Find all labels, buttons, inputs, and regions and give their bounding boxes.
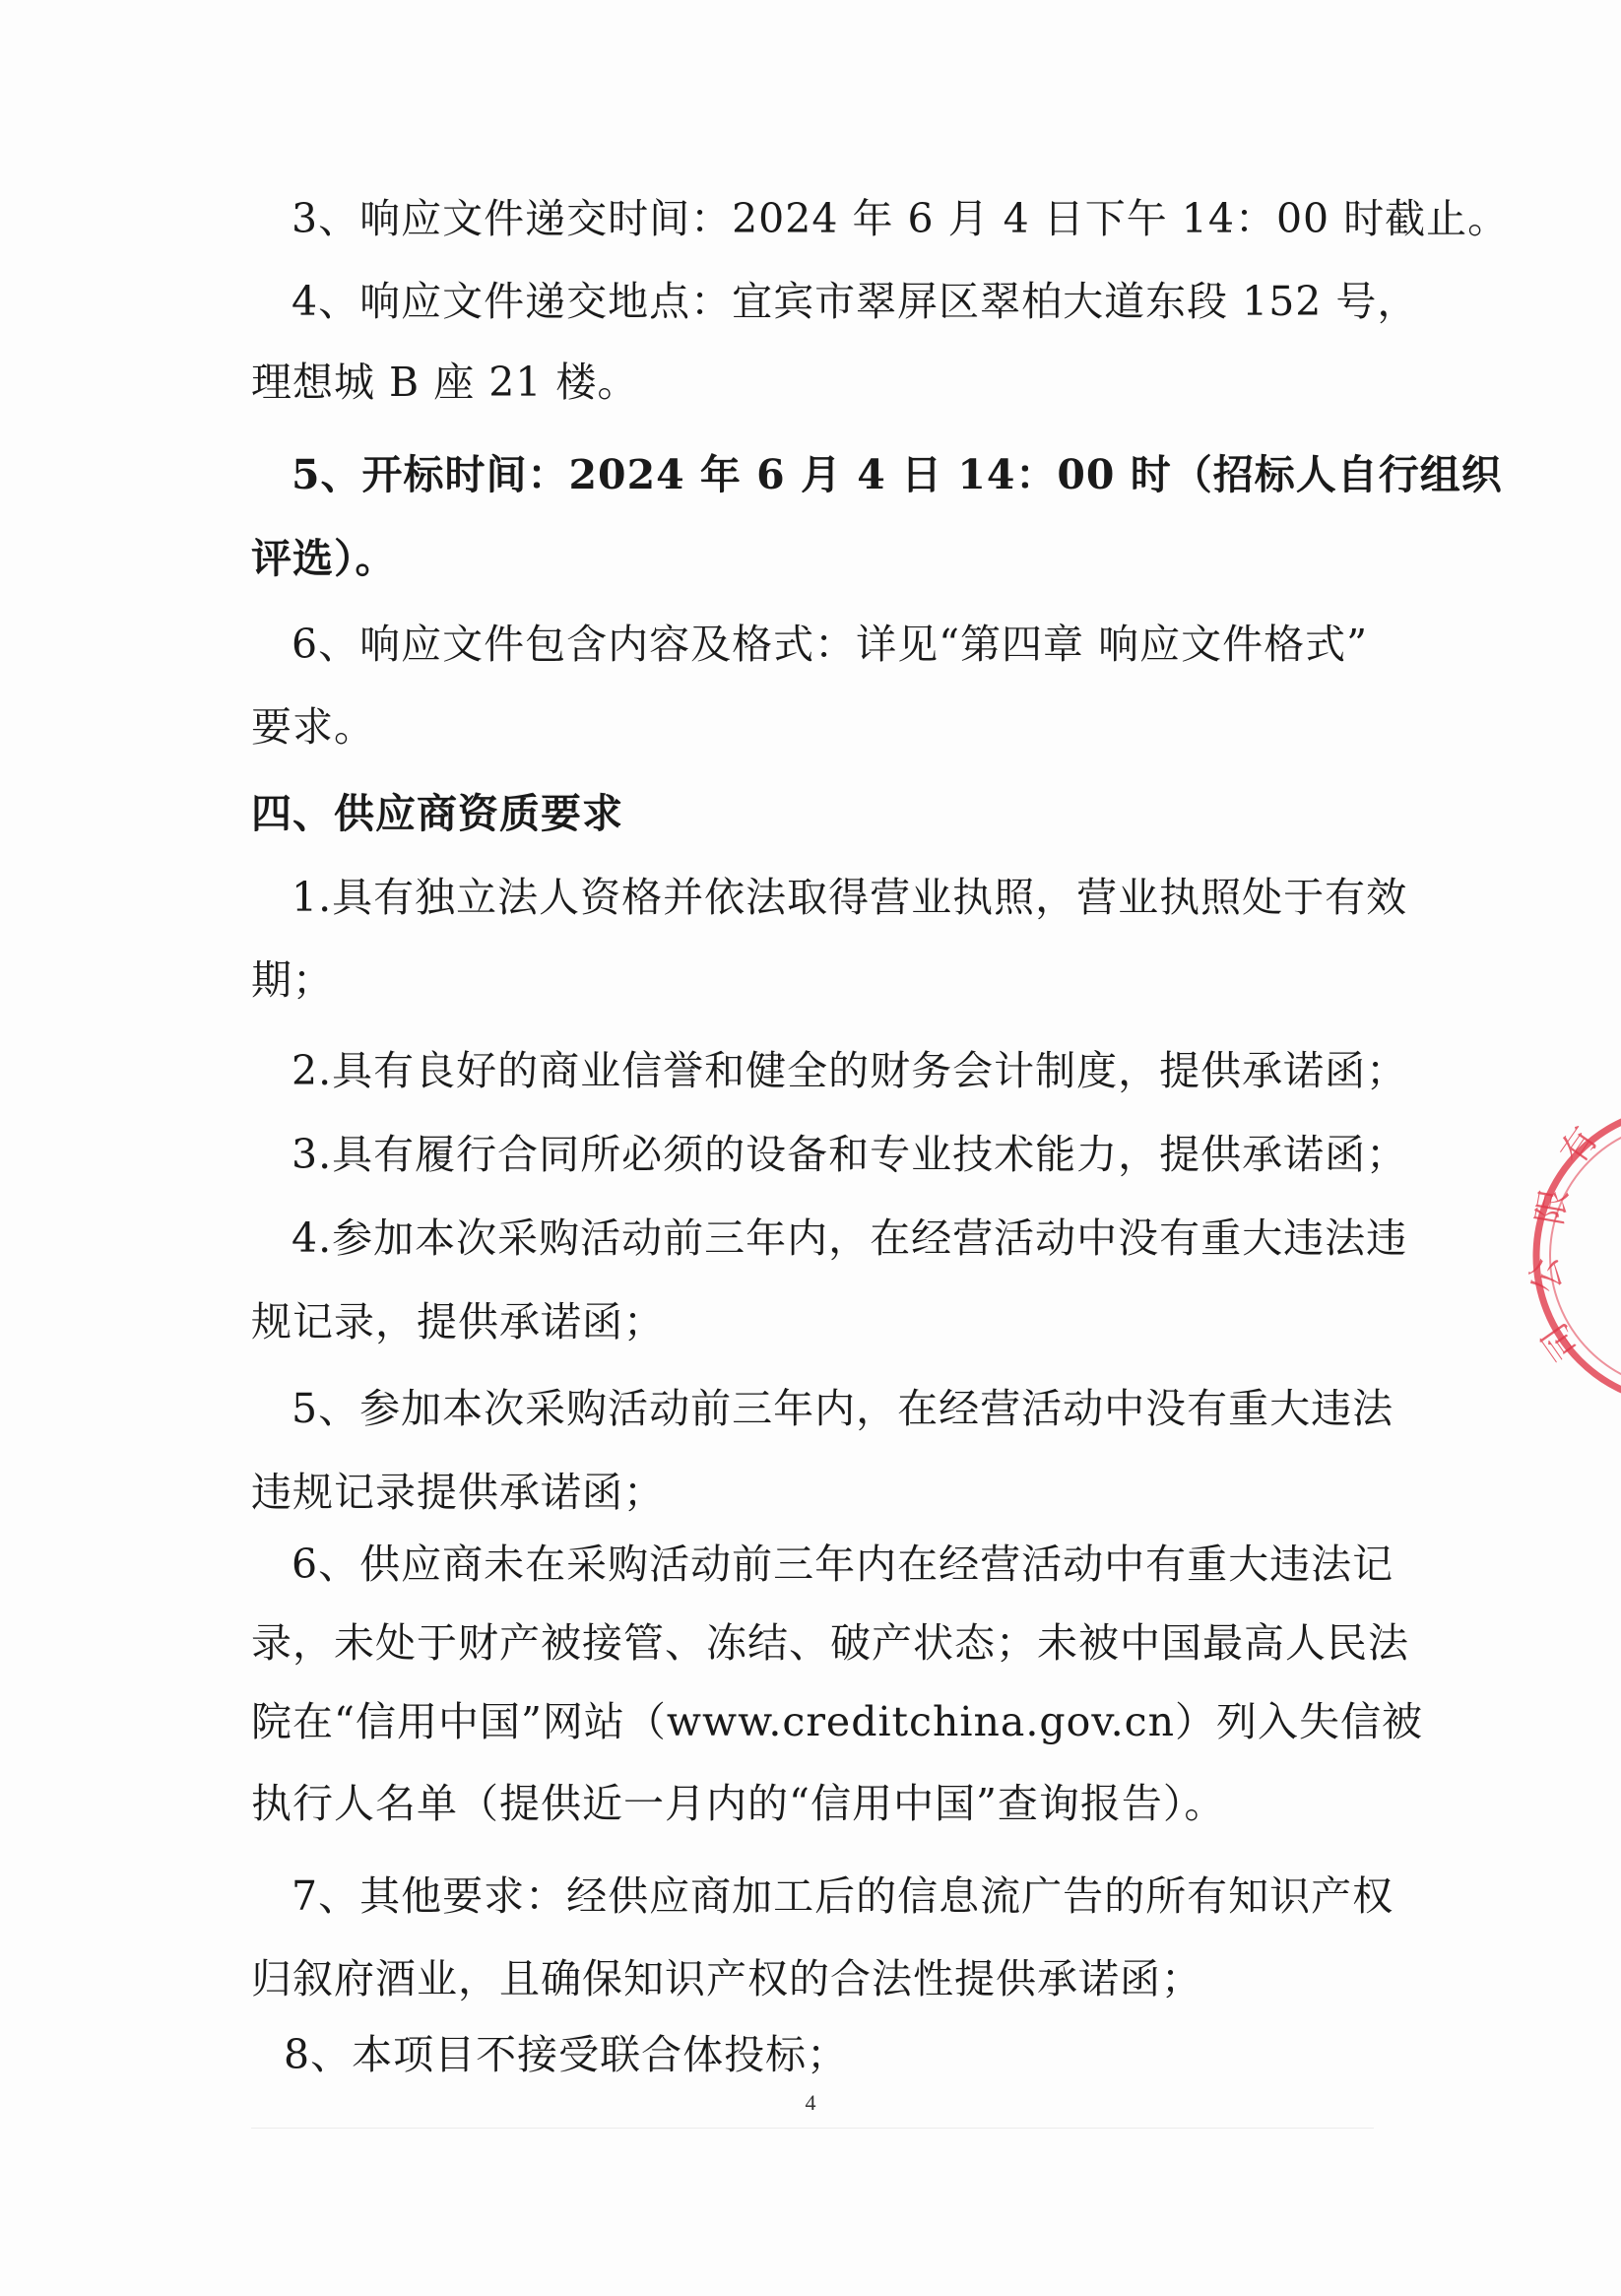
qualification-1: 1.具有独立法人资格并依法取得营业执照，营业执照处于有效 (292, 874, 1408, 921)
footer-divider (251, 2128, 1374, 2129)
qualification-7-cont: 归叙府酒业，且确保知识产权的合法性提供承诺函； (251, 1955, 1202, 2002)
seal-char-4: 司 (1534, 1315, 1589, 1368)
item-5-opening-time-cont: 评选）。 (251, 535, 397, 582)
seal-char-2: 限 (1529, 1185, 1577, 1228)
item-5-opening-time: 5、开标时间：2024 年 6 月 4 日 14：00 时（招标人自行组织 (292, 451, 1503, 498)
seal-char-1: 有 (1552, 1120, 1607, 1173)
section-heading-qualifications: 四、供应商资质要求 (251, 790, 623, 837)
qualification-7: 7、其他要求：经供应商加工后的信息流广告的所有知识产权 (292, 1872, 1394, 1920)
item-4-submission-location: 4、响应文件递交地点：宜宾市翠屏区翠柏大道东段 152 号， (292, 278, 1419, 325)
page-number: 4 (805, 2090, 816, 2115)
company-seal-icon (1522, 1088, 1621, 1423)
qualification-1-cont: 期； (251, 956, 334, 1004)
qualification-2: 2.具有良好的商业信誉和健全的财务会计制度，提供承诺函； (292, 1047, 1408, 1094)
qualification-5-cont: 违规记录提供承诺函； (251, 1469, 665, 1516)
qualification-4-cont: 规记录，提供承诺函； (251, 1298, 665, 1345)
item-3-submission-time: 3、响应文件递交时间：2024 年 6 月 4 日下午 14：00 时截止。 (292, 195, 1510, 242)
qualification-5: 5、参加本次采购活动前三年内，在经营活动中没有重大违法 (292, 1385, 1394, 1432)
qualification-6-cont-1: 录，未处于财产被接管、冻结、破产状态；未被中国最高人民法 (251, 1619, 1409, 1667)
item-6-response-format: 6、响应文件包含内容及格式：详见“第四章 响应文件格式” (292, 621, 1369, 668)
qualification-8: 8、本项目不接受联合体投标； (284, 2031, 849, 2078)
item-4-submission-location-cont: 理想城 B 座 21 楼。 (251, 359, 639, 406)
qualification-3: 3.具有履行合同所必须的设备和专业技术能力，提供承诺函； (292, 1131, 1408, 1178)
qualification-4: 4.参加本次采购活动前三年内，在经营活动中没有重大违法违 (292, 1214, 1408, 1262)
qualification-6-cont-3: 执行人名单（提供近一月内的“信用中国”查询报告）。 (251, 1780, 1226, 1827)
qualification-6: 6、供应商未在采购活动前三年内在经营活动中有重大违法记 (292, 1541, 1394, 1588)
item-6-response-format-cont: 要求。 (251, 703, 375, 751)
seal-char-3: 公 (1524, 1253, 1570, 1296)
qualification-6-cont-2: 院在“信用中国”网站（www.creditchina.gov.cn）列入失信被 (251, 1698, 1424, 1745)
